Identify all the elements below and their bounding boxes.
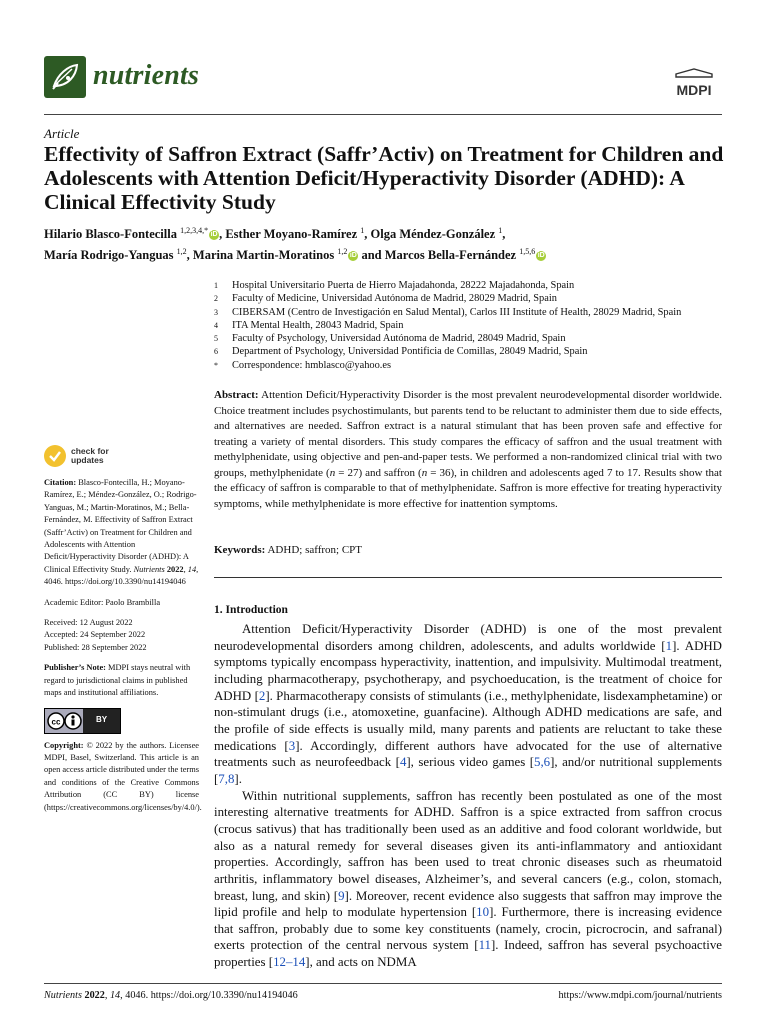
affiliation-text: Faculty of Psychology, Universidad Autónoma de Madrid, 28049 Madrid, Spain xyxy=(232,333,566,345)
affiliation-number: 2 xyxy=(214,294,218,304)
affiliation-number: 6 xyxy=(214,347,218,357)
cc-license-badge[interactable] xyxy=(44,708,121,734)
paragraph-text: ]. xyxy=(234,771,242,786)
author-separator: and xyxy=(358,248,385,263)
paragraph-text: ]. Accordingly, different authors have advocated for the use of alternative treatments such as neurofeedback [ xyxy=(214,738,722,770)
orcid-icon[interactable]: iD xyxy=(210,231,218,239)
orcid-icon[interactable]: iD xyxy=(537,252,545,260)
abstract-n-1: n xyxy=(329,466,336,479)
citation: Citation: Blasco-Fontecilla, H.; Moyano-Ramírez, E.; Méndez-González, O.; Rodrigo-Yanguas, M.; Martin-Moratinos, M.; Bella-Fernández, M. Effectivity of Saffron Extract (Saffr’Activ) on Treatment for Children and Adolescents with Attention Deficit/Hyperactivity Disorder (ADHD): A Clinical Effectivity Study. Nutrients 2022, 14, 4046. https://doi.org/10.3390/nu14194046 xyxy=(44,478,199,587)
citation-link[interactable]: 9 xyxy=(338,888,345,903)
abstract xyxy=(214,388,722,512)
author-list xyxy=(44,222,724,264)
abstract-text-1: Attention Deficit/Hyperactivity Disorder is the most prevalent neurodevelopmental disorder worldwide. Choice treatment includes psychostimulants, but parents tend to be reluctant to administer them due to side effects, and alternatives are needed. Saffron extract is a natural stimulant that has been proven safe and effective for treating a variety of mental disorders. This study compares the efficacy of saffron and the usual treatment with methylphenidate, using objective and pen-and-paper tests. We performed a non-randomized clinical trial with two groups, methylphenidate ( xyxy=(214,389,722,479)
footer-volume: 14 xyxy=(109,990,121,1001)
copyright-text: © 2022 by the authors. Licensee MDPI, Basel, Switzerland. This article is an open access article distributed under the terms and conditions of the Creative Commons Attribution (CC BY) license (https://creativecommons.org/licenses/by/4.0/). xyxy=(44,740,202,812)
footer-year: 2022 xyxy=(84,990,105,1001)
academic-editor: Academic Editor: Paolo Brambilla xyxy=(44,597,161,607)
affiliation-number: * xyxy=(214,360,218,370)
copyright xyxy=(44,740,202,814)
journal-name: nutrients xyxy=(93,60,200,91)
affiliation-item xyxy=(214,279,734,292)
article-title: Effectivity of Saffron Extract (Saffr’Activ) on Treatment for Children and Adolescents with Attention Deficit/Hyperactivity Disorder (ADHD): A Clinical Effectivity Study xyxy=(44,142,724,214)
author-affiliation-sup: 1,2 xyxy=(337,247,348,257)
affiliation-text: ITA Mental Health, 28043 Madrid, Spain xyxy=(232,319,404,331)
article-type: Article xyxy=(44,126,80,141)
abstract-label: Abstract: xyxy=(214,389,259,401)
affiliation-item xyxy=(214,359,734,372)
check-for-updates-button[interactable] xyxy=(44,445,199,467)
author-affiliation-sup: 1,2 xyxy=(176,247,187,257)
affiliation-text: Hospital Universitario Puerta de Hierro Majadahonda, 28222 Majadahonda, Spain xyxy=(232,280,575,291)
author-name: Marcos Bella-Fernández xyxy=(384,248,520,263)
copyright-label: Copyright: xyxy=(44,740,84,750)
cc-by-label: BY xyxy=(83,709,120,733)
paragraph-text: ], and/or nutritional supplements [ xyxy=(214,755,723,786)
citation-text: Blasco-Fontecilla, H.; Moyano-Ramírez, E.; Méndez-González, O.; Rodrigo-Yanguas, M.; Martin-Moratinos, M.; Bella-Fernández, M. Effectivity of Saffron Extract (Saffr’Activ) on Treatment for Children and Adolescents with Attention Deficit/Hyperactivity Disorder (ADHD): A Clinical Effectivity Study. xyxy=(44,478,197,574)
citation-year: 2022 xyxy=(166,564,184,574)
check-line-2: updates xyxy=(71,455,104,465)
citation-doi[interactable]: , 4046. https://doi.org/10.3390/nu14194046 xyxy=(44,564,199,587)
citation-link[interactable]: 12–14 xyxy=(273,955,306,970)
affiliation-number: 5 xyxy=(214,334,218,344)
intro-paragraph-1 xyxy=(214,621,722,788)
paragraph-text: ], serious video games [ xyxy=(406,755,534,770)
paragraph-text: ]. Moreover, recent evidence also suggests that saffron may improve the lipid profile and help to modulate hypertension [ xyxy=(214,888,722,920)
keywords-text: ADHD; saffron; CPT xyxy=(267,544,362,556)
footer-rule xyxy=(44,983,722,984)
intro-paragraph-2 xyxy=(214,788,722,971)
author-separator: , xyxy=(502,227,506,242)
header-rule xyxy=(44,114,722,115)
section-heading: 1. Introduction xyxy=(214,604,288,616)
paragraph-text: ], and acts on NDMA xyxy=(305,955,417,970)
paragraph-text: ]. Indeed, saffron has several psychoactive properties [ xyxy=(214,938,722,970)
citation-link[interactable]: 10 xyxy=(476,905,490,920)
footer-url[interactable]: https://www.mdpi.com/journal/nutrients xyxy=(558,990,722,1001)
footer-doi[interactable]: , 4046. https://doi.org/10.3390/nu14194046 xyxy=(120,990,298,1001)
citation-label: Citation: xyxy=(44,478,77,487)
keywords-label: Keywords: xyxy=(214,544,266,556)
author-affiliation-sup: 1,2,3,4,* xyxy=(180,226,209,235)
affiliation-item xyxy=(214,332,734,345)
affiliation-number: 4 xyxy=(214,320,218,330)
publisher-name: MDPI xyxy=(676,82,712,98)
paragraph-text: ]. Pharmacotherapy consists of stimulants (i.e., methylphenidate, lisdexamphetamine) or non-stimulant drugs (i.e., atomoxetine, guanfacine). Although ADHD medications are safe, and the profile of side effects is usually mild, many parents and patients are reluctant to take these medications [ xyxy=(214,688,722,753)
note-text: MDPI stays neutral with regard to jurisdictional claims in published maps and institutional affiliations. xyxy=(44,663,191,698)
affiliation-item xyxy=(214,306,734,319)
author-separator: , xyxy=(186,248,193,263)
citation-link[interactable]: 4 xyxy=(399,755,407,770)
svg-text:cc: cc xyxy=(51,717,61,726)
affiliation-text: Department of Psychology, Universidad Pontificia de Comillas, 28049 Madrid, Spain xyxy=(232,346,588,358)
author-name: Hilario Blasco-Fontecilla xyxy=(44,227,181,242)
affiliation-item xyxy=(214,292,734,305)
affiliation-number: 3 xyxy=(214,307,218,317)
affiliation-text: CIBERSAM (Centro de Investigación en Salud Mental), Carlos III Institute of Health, 28029 Madrid, Spain xyxy=(232,306,682,318)
abstract-text-3: = 36), in children and adolescents aged 7 to 17. Results show that the efficacy of saffron is comparable to that of methylphenidate. Saffron is more effective for treating hyperactivity symptoms, while methylphenidate is more effective for inattention symptoms. xyxy=(214,466,722,510)
citation-link[interactable]: 1 xyxy=(665,638,673,653)
affiliation-text: Faculty of Medicine, Universidad Autónoma de Madrid, 28029 Madrid, Spain xyxy=(232,293,557,305)
citation-link[interactable]: 11 xyxy=(478,938,492,953)
citation-link[interactable]: 7,8 xyxy=(218,771,235,786)
paragraph-text: Attention Deficit/Hyperactivity Disorder (ADHD) is one of the most prevalent neurodevelopmental disorders among children, adolescents, and adults worldwide [ xyxy=(214,622,722,653)
accepted-date: Accepted: 24 September 2022 xyxy=(44,630,146,640)
affiliation-item xyxy=(214,319,734,332)
published-date: Published: 28 September 2022 xyxy=(44,642,147,652)
mdpi-logo-icon xyxy=(668,68,720,102)
abstract-text-2: = 27) and saffron ( xyxy=(335,466,422,479)
citation-volume: 14 xyxy=(187,564,197,574)
paragraph-text: ]. Furthermore, there is increasing evidence that saffron, probably due to some key constituents (namely, crocin, picrocrocin, and safranal) exerts protection of the central nervous system [ xyxy=(214,905,723,953)
introduction-body xyxy=(214,621,722,971)
note-label: Publisher’s Note: xyxy=(44,663,106,673)
author-name: Olga Méndez-González xyxy=(370,227,499,242)
author-affiliation-sup: 1 xyxy=(498,226,503,235)
publishers-note xyxy=(44,662,199,699)
received-date: Received: 12 August 2022 xyxy=(44,618,133,628)
orcid-icon[interactable]: iD xyxy=(349,252,357,260)
author-separator: , xyxy=(219,227,226,242)
affiliation-text: Correspondence: hmblasco@yahoo.es xyxy=(232,359,392,371)
section-rule xyxy=(214,577,722,578)
journal-logo-icon xyxy=(44,56,86,98)
keywords xyxy=(214,544,722,556)
author-affiliation-sup: 1 xyxy=(360,226,365,235)
affiliation-item xyxy=(214,345,734,358)
paragraph-text: Within nutritional supplements, saffron has recently been postulated as one of the most interesting alternative treatments for ADHD. Saffron is a spice extracted from saffron crocus (crocus sativus) that has traditionally been used as an additive and food colorant worldwide, but also as a natural remedy for several diseases given its anti-inflammatory and antioxidant properties. Accordingly, saffron has been used to treat chronic diseases such as rheumatoid arthritis, inflammatory bowel diseases, Alzheimer’s, and several cancers (e.g., colon, stomach, breast, lung, and skin) [ xyxy=(214,788,722,903)
check-line-1: check for xyxy=(71,446,109,456)
check-updates-icon xyxy=(44,445,66,467)
paragraph-text: ]. ADHD symptoms typically encompass hyperactivity, inattention, and impulsivity. Multimodal treatment, including pharmacotherapy, psychotherapy, and psychoeducation, is the treatment of choice for ADHD [ xyxy=(214,638,722,703)
author-name: María Rodrigo-Yanguas xyxy=(44,248,177,263)
sidebar xyxy=(44,445,202,814)
affiliation-list xyxy=(214,279,734,372)
citation-link[interactable]: 5,6 xyxy=(534,755,551,770)
cc-icon xyxy=(45,709,83,733)
affiliation-number: 1 xyxy=(214,281,218,290)
footer-journal: Nutrients xyxy=(44,990,82,1001)
dates xyxy=(44,617,199,654)
author-name: Esther Moyano-Ramírez xyxy=(225,227,361,242)
author-name: Marina Martin-Moratinos xyxy=(192,248,338,263)
citation-link[interactable]: 2 xyxy=(258,688,266,703)
citation-link[interactable]: 3 xyxy=(288,738,296,753)
author-affiliation-sup: 1,5,6 xyxy=(519,247,536,257)
author-separator: , xyxy=(364,227,371,242)
abstract-n-2: n xyxy=(421,466,428,479)
footer-citation: Nutrients 2022, 14, 4046. https://doi.org/10.3390/nu14194046 xyxy=(44,990,298,1001)
citation-journal: Nutrients xyxy=(133,564,165,574)
